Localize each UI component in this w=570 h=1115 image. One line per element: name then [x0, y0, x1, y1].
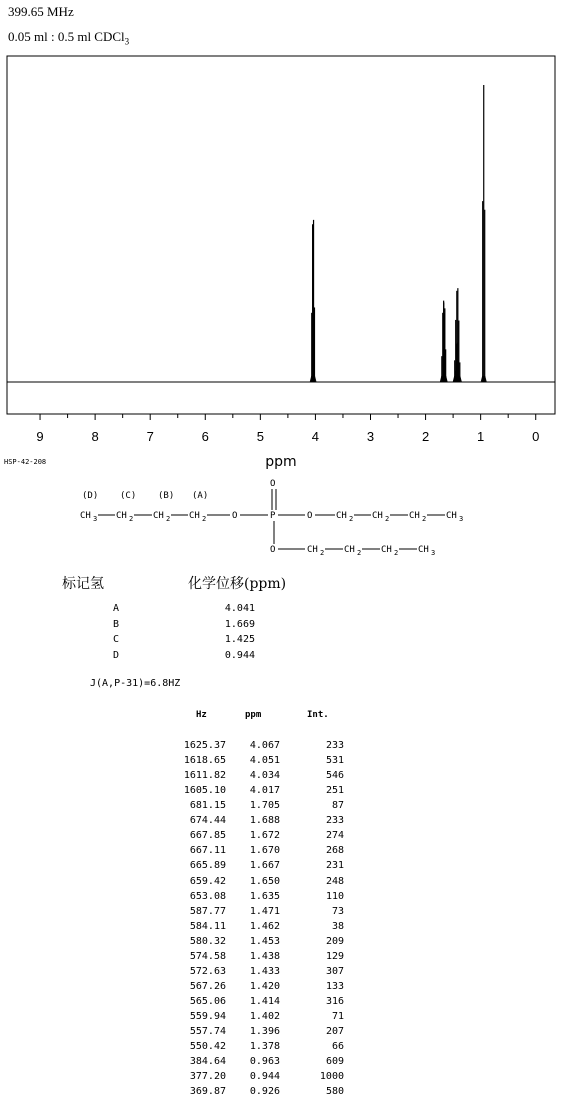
- peak-col-hz: 1625.37: [183, 740, 226, 751]
- peak-col-ppm: 4.051: [249, 755, 280, 767]
- sub-2: 2: [320, 549, 325, 557]
- peak-row: [0, 966, 570, 979]
- peak-col-hz: 580.32: [189, 935, 226, 947]
- atom-ch2: CH: [409, 511, 420, 521]
- peak-row: [0, 921, 570, 934]
- peak-row: [0, 740, 570, 753]
- group-label: (D): [82, 491, 99, 501]
- peak-col-int: 209: [325, 935, 344, 947]
- carbonyl-oxygen: O: [270, 479, 276, 489]
- peak-col-int: 207: [325, 1026, 344, 1038]
- peak-col-int: 38: [331, 920, 344, 932]
- solvent-text: 0.05 ml : 0.5 ml CDCl: [8, 29, 125, 44]
- peak-col-ppm: 4.017: [249, 785, 280, 797]
- atom-ch2: CH: [372, 511, 383, 521]
- peak-col-hz: 384.64: [189, 1056, 226, 1068]
- plot-frame: [7, 56, 555, 414]
- atom-ch2: CH: [307, 545, 318, 555]
- peak-row: [0, 1056, 570, 1069]
- peak-col-ppm: 4.034: [249, 770, 280, 782]
- peak-row: [0, 936, 570, 949]
- peak-col-hz: 567.26: [189, 980, 226, 992]
- peak-col-ppm: 1.667: [249, 860, 280, 872]
- atom-ch2: CH: [344, 545, 355, 555]
- assignment-header-label: 标记氢: [62, 576, 104, 592]
- peak-row: [0, 891, 570, 904]
- x-tick-label: 5: [256, 429, 264, 444]
- peak-col-int: 233: [325, 740, 344, 751]
- peak-col-int: 129: [325, 950, 344, 962]
- peak-col-hz: 674.44: [189, 815, 226, 827]
- x-tick-label: 3: [366, 429, 375, 444]
- structure-diagram: [0, 470, 570, 570]
- atom-phosphorus: P: [270, 511, 276, 521]
- peak-row: [0, 1086, 570, 1099]
- peak-row: [0, 1071, 570, 1084]
- peak-col-int: 316: [325, 996, 344, 1008]
- peak-col-hz: 572.63: [189, 965, 226, 977]
- peak-col-int: 71: [331, 1011, 344, 1023]
- x-tick-label: 2: [421, 429, 430, 444]
- peak-row: [0, 996, 570, 1009]
- peak-col-int: 231: [325, 860, 344, 872]
- peak-col-hz: 557.74: [189, 1026, 226, 1038]
- peak-col-ppm: 4.067: [249, 740, 280, 751]
- x-tick-label: 8: [91, 429, 99, 444]
- peak-row: [0, 755, 570, 768]
- peak-col-ppm: 1.453: [249, 935, 280, 947]
- peak-col-hz: 559.94: [189, 1011, 226, 1023]
- peak-col-hz: 587.77: [189, 905, 226, 917]
- peak-row: [0, 800, 570, 813]
- atom-ch2: CH: [153, 511, 164, 521]
- peak-col-int: 268: [325, 845, 344, 857]
- peak-col-int: 580: [325, 1086, 344, 1098]
- atom-ch2: CH: [381, 545, 392, 555]
- peak-col-int: 251: [325, 785, 344, 797]
- group-label: (C): [120, 491, 137, 501]
- peak-row: [0, 770, 570, 783]
- peak-col-hz: 667.85: [189, 830, 226, 842]
- group-label: (A): [192, 491, 209, 501]
- peak-col-ppm: 1.670: [249, 845, 280, 857]
- peak-col-int: 66: [331, 1041, 344, 1053]
- x-tick-label: 6: [201, 429, 209, 444]
- peak-col-hz: 665.89: [189, 860, 226, 872]
- peak-col-int: 531: [325, 755, 344, 767]
- peak-col-ppm: 0.926: [249, 1086, 280, 1098]
- solvent-subscript: 3: [124, 36, 130, 47]
- peak-row: [0, 845, 570, 858]
- assignment-label: C: [113, 634, 120, 645]
- atom-ch3: CH: [446, 511, 457, 521]
- x-tick-label: 0: [532, 429, 540, 444]
- peak-col-hz: 1618.65: [183, 755, 226, 767]
- sub-2: 2: [166, 515, 171, 523]
- assignment-shift: 4.041: [224, 603, 255, 614]
- sub-2: 2: [349, 515, 354, 523]
- peak-col-ppm-header: ppm: [245, 710, 262, 720]
- atom-ch2: CH: [336, 511, 347, 521]
- sub-2: 2: [357, 549, 362, 557]
- peak-row: [0, 981, 570, 994]
- peak-col-ppm: 1.414: [249, 996, 280, 1008]
- sub-2: 2: [394, 549, 399, 557]
- peak-col-hz: 377.20: [189, 1071, 226, 1083]
- atom-ch2: CH: [189, 511, 200, 521]
- peak-col-hz: 681.15: [189, 800, 226, 812]
- peak-col-ppm: 0.944: [249, 1071, 280, 1083]
- peak-col-ppm: 1.433: [249, 965, 280, 977]
- peak-col-hz: 1611.82: [183, 770, 226, 782]
- assignment-label: B: [113, 618, 120, 630]
- x-tick-label: 7: [146, 429, 154, 444]
- peak-col-hz: 565.06: [189, 996, 226, 1008]
- assignment-label: D: [113, 649, 120, 661]
- peak-row: [0, 951, 570, 964]
- peak-row: [0, 1041, 570, 1054]
- atom-ch2: CH: [116, 511, 127, 521]
- peak-row: [0, 906, 570, 919]
- sub-2: 2: [422, 515, 427, 523]
- x-tick-label: 1: [477, 429, 485, 444]
- sub-3: 3: [431, 549, 436, 557]
- peak-row: [0, 785, 570, 798]
- atom-ch3: CH: [80, 511, 91, 521]
- compound-code: HSP-42-208: [4, 458, 47, 466]
- peak-col-hz: 1605.10: [183, 785, 226, 797]
- peak-col-ppm: 1.635: [249, 890, 280, 902]
- peak-col-hz: 574.58: [189, 950, 226, 962]
- peak-col-ppm: 1.462: [249, 920, 280, 932]
- sub-2: 2: [202, 515, 207, 523]
- peak-col-hz-header: Hz: [196, 710, 207, 720]
- peak-col-hz: 369.87: [189, 1086, 226, 1098]
- peak-col-int: 110: [325, 890, 344, 902]
- peak-col-int: 274: [325, 830, 344, 842]
- group-label: (B): [158, 491, 175, 501]
- assignment-label: A: [113, 603, 120, 614]
- peak-col-int-header: Int.: [307, 710, 329, 720]
- peak-col-int: 248: [325, 875, 344, 887]
- peak-row: [0, 860, 570, 873]
- x-axis-label: ppm: [265, 454, 297, 470]
- atom-oxygen: O: [307, 511, 313, 521]
- peak-col-ppm: 1.672: [249, 830, 280, 842]
- peak-col-ppm: 1.378: [249, 1041, 280, 1053]
- peak-col-hz: 653.08: [189, 890, 226, 902]
- coupling-constant: J(A,P-31)=6.8HZ: [90, 678, 181, 689]
- peak-col-int: 233: [325, 815, 344, 827]
- sub-2: 2: [129, 515, 134, 523]
- peak-col-int: 73: [331, 905, 344, 917]
- peak-row: [0, 1011, 570, 1024]
- peak-col-hz: 550.42: [189, 1041, 226, 1053]
- peak-col-ppm: 1.396: [249, 1026, 280, 1038]
- peak-col-ppm: 1.420: [249, 980, 280, 992]
- peak-col-hz: 584.11: [189, 920, 226, 932]
- x-tick-label: 4: [311, 429, 320, 444]
- sub-2: 2: [385, 515, 390, 523]
- peak-col-hz: 667.11: [189, 845, 226, 857]
- assignment-shift: 1.425: [224, 634, 255, 645]
- assignment-shift: 1.669: [224, 618, 255, 630]
- peak-col-ppm: 1.705: [249, 800, 280, 812]
- atom-oxygen: O: [232, 511, 238, 521]
- spectrometer-frequency: 399.65 MHz: [8, 4, 74, 19]
- peak-col-ppm: 1.650: [249, 875, 280, 887]
- atom-ch3: CH: [418, 545, 429, 555]
- peak-col-ppm: 1.471: [249, 905, 280, 917]
- peak-col-ppm: 1.438: [249, 950, 280, 962]
- atom-oxygen: O: [270, 545, 276, 555]
- assignment-shift: 0.944: [224, 649, 255, 661]
- peak-col-int: 546: [325, 770, 344, 782]
- x-tick-label: 9: [36, 429, 44, 444]
- peak-row: [0, 830, 570, 843]
- assignment-header-shift: 化学位移(ppm): [188, 576, 287, 592]
- peak-col-int: 609: [325, 1056, 344, 1068]
- peak-row: [0, 815, 570, 828]
- peak-col-ppm: 1.402: [249, 1011, 280, 1023]
- peak-col-int: 307: [325, 965, 344, 977]
- sub-3: 3: [93, 515, 98, 523]
- peak-row: [0, 876, 570, 889]
- sub-3: 3: [459, 515, 464, 523]
- nmr-spectrum-chart: [0, 0, 570, 470]
- peak-row: [0, 1026, 570, 1039]
- peak-col-int: 87: [331, 800, 344, 812]
- peak-col-int: 1000: [319, 1071, 344, 1083]
- peak-col-int: 133: [325, 980, 344, 992]
- peak-col-ppm: 0.963: [249, 1056, 280, 1068]
- peak-col-hz: 659.42: [189, 875, 226, 887]
- peak-col-ppm: 1.688: [249, 815, 280, 827]
